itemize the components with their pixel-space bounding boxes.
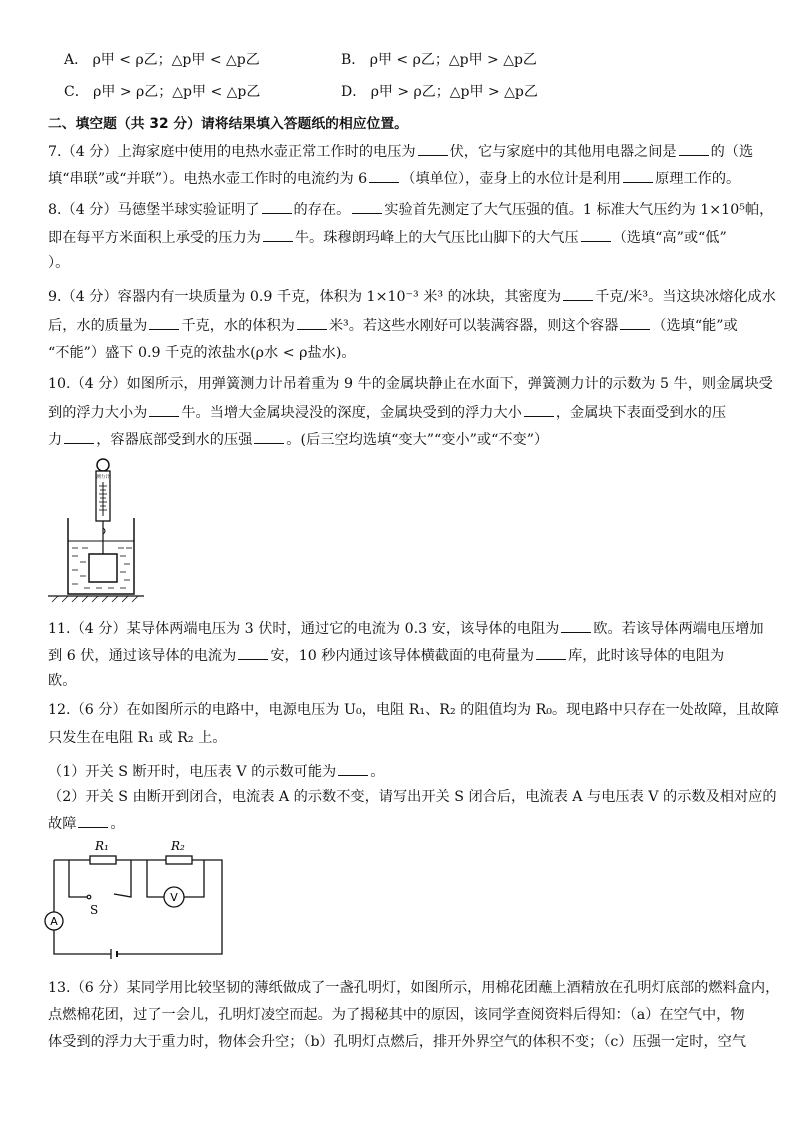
text: 填“串联”或“并联”）。电热水壶工作时的电流约为 6 [48, 171, 368, 187]
question-10-line-2 [48, 402, 726, 423]
answer-blank[interactable] [620, 315, 650, 330]
text: 力 [48, 432, 63, 448]
answer-blank[interactable] [524, 402, 554, 417]
resistor-r1-label: R₁ [95, 839, 109, 853]
question-13-line-1: 13.（6 分）某同学用比较坚韧的薄纸做成了一盏孔明灯，如图所示，用棉花团蘸上酒精放在孔明灯底部的燃料盒内， [48, 980, 780, 996]
answer-blank[interactable] [352, 199, 382, 214]
resistor-r2-label: R₂ [171, 839, 185, 853]
ammeter-label: A [50, 915, 58, 928]
answer-blank[interactable] [418, 141, 448, 156]
option-text: ρ甲 > ρ乙；△p甲 > △p乙 [370, 84, 538, 100]
question-9-line-2 [48, 315, 738, 336]
scale-label: 测力计 [96, 475, 110, 480]
answer-blank[interactable] [338, 761, 368, 776]
question-11-line-1 [48, 618, 764, 639]
answer-blank[interactable] [149, 315, 179, 330]
text: 欧。若该导体两端电压增加 [593, 621, 764, 637]
voltmeter-label: V [170, 891, 178, 904]
question-12-line-1: 12.（6 分）在如图所示的电路中，电源电压为 U₀，电阻 R₁、R₂ 的阻值均为 R₀。现电路中只存在一处故障，且故障 [48, 702, 779, 718]
text: 8.（4 分）马德堡半球实验证明了 [48, 202, 260, 218]
answer-blank[interactable] [536, 645, 566, 660]
switch-label: S [90, 903, 99, 917]
circuit-diagram [44, 836, 234, 962]
scale-ticks [99, 486, 107, 510]
text: 千克/米³。当这块冰熔化成水 [595, 289, 776, 305]
scale-ring [97, 459, 109, 471]
ground-hatch [52, 596, 138, 602]
text: 11.（4 分）某导体两端电压为 3 伏时，通过它的电流为 0.3 安，该导体的电阻为 [48, 621, 560, 637]
question-10-line-1: 10.（4 分）如图所示，用弹簧测力计吊着重为 9 牛的金属块静止在水面下，弹簧测力计的示数为 5 牛，则金属块受 [48, 376, 773, 392]
question-12-part-2-line-2 [48, 813, 125, 834]
answer-blank[interactable] [369, 168, 399, 183]
text: （选填“能”或 [652, 318, 738, 334]
option-text: ρ甲 < ρ乙；△p甲 > △p乙 [369, 52, 537, 68]
option-a [64, 50, 260, 70]
answer-blank[interactable] [238, 645, 268, 660]
question-7-line-2 [48, 168, 740, 189]
text: ，金属块下表面受到水的压 [555, 405, 727, 421]
answer-blank[interactable] [561, 618, 591, 633]
text: 米³。若这些水刚好可以装满容器，则这个容器 [328, 318, 619, 334]
text: 7.（4 分）上海家庭中使用的电热水壶正常工作时的电压为 [48, 144, 416, 160]
question-13-line-2: 点燃棉花团，过了一会儿，孔明灯凌空而起。为了揭秘其中的原因，该同学查阅资料后得知：（a）在空气中，物 [48, 1007, 745, 1023]
question-9-line-3: “不能”）盛下 0.9 千克的浓盐水(ρ水 < ρ盐水)。 [48, 345, 356, 361]
answer-blank[interactable] [78, 813, 108, 828]
question-9-line-1 [48, 286, 776, 307]
answer-blank[interactable] [679, 141, 709, 156]
question-12-part-1 [48, 761, 384, 782]
question-8-line-3: ）。 [48, 255, 70, 271]
option-d [341, 82, 538, 102]
question-7-line-1 [48, 141, 753, 162]
text: 库，此时该导体的电阻为 [568, 648, 725, 664]
answer-blank[interactable] [623, 168, 653, 183]
resistor-r1 [90, 856, 116, 864]
text: 牛。珠穆朗玛峰上的大气压比山脚下的大气压 [294, 230, 579, 246]
text: 实验首先测定了大气压强的值。1 标准大气压约为 1×10⁵帕， [384, 202, 774, 218]
text: 。 [110, 816, 125, 832]
switch-contact [87, 895, 91, 899]
answer-blank[interactable] [563, 286, 593, 301]
text: 安，10 秒内通过该导体横截面的电荷量为 [270, 648, 535, 664]
question-8-line-1 [48, 199, 773, 220]
text: 后，水的质量为 [48, 318, 148, 334]
resistor-r2 [166, 856, 192, 864]
text: （选填“高”或“低” [612, 230, 727, 246]
question-12-part-2-line-1: （2）开关 S 由断开到闭合，电流表 A 的示数不变，请写出开关 S 闭合后，电流表 A 与电压表 V 的示数及相对应的 [48, 789, 777, 805]
option-letter: C． [64, 84, 89, 100]
section-heading: 二、填空题（共 32 分）请将结果填入答题纸的相应位置。 [48, 116, 408, 132]
circuit-wires [54, 860, 222, 954]
text: 故障 [48, 816, 77, 832]
question-8-line-2 [48, 227, 727, 248]
text: 。 [370, 764, 385, 780]
text: ，容器底部受到水的压强 [96, 432, 253, 448]
option-letter: D． [341, 84, 367, 100]
question-13-line-3: 体受到的浮力大于重力时，物体会升空；（b）孔明灯点燃后，排开外界空气的体积不变；（c）压强一定时，空气 [48, 1034, 747, 1050]
metal-block [89, 554, 117, 582]
text: 到 6 伏，通过该导体的电流为 [48, 648, 237, 664]
question-10-line-3 [48, 429, 548, 450]
question-12-line-2: 只发生在电阻 R₁ 或 R₂ 上。 [48, 730, 227, 746]
text: 千克，水的体积为 [181, 318, 295, 334]
text: 的存在。 [293, 202, 351, 218]
answer-blank[interactable] [581, 227, 611, 242]
answer-blank[interactable] [149, 402, 179, 417]
question-11-line-3: 欧。 [48, 673, 77, 689]
option-text: ρ甲 > ρ乙；△p甲 < △p乙 [93, 84, 261, 100]
question-11-line-2 [48, 645, 724, 666]
option-letter: A． [64, 52, 89, 68]
text: 即在每平方米面积上承受的压力为 [48, 230, 261, 246]
answer-blank[interactable] [262, 199, 292, 214]
text: 伏，它与家庭中的其他用电器之间是 [449, 144, 677, 160]
spring-scale-figure [44, 456, 148, 604]
text: 的（选 [710, 144, 754, 160]
text: 牛。当增大金属块浸没的深度，金属块受到的浮力大小 [181, 405, 522, 421]
text: 到的浮力大小为 [48, 405, 148, 421]
option-c [64, 82, 260, 102]
answer-blank[interactable] [64, 429, 94, 444]
text: （1）开关 S 断开时，电压表 V 的示数可能为 [48, 764, 337, 780]
answer-blank[interactable] [263, 227, 293, 242]
option-b [341, 50, 537, 70]
text: 。(后三空均选填“变大”“变小”或“不变”） [286, 432, 549, 448]
option-letter: B． [341, 52, 366, 68]
option-text: ρ甲 < ρ乙；△p甲 < △p乙 [92, 52, 260, 68]
answer-blank[interactable] [254, 429, 284, 444]
answer-blank[interactable] [297, 315, 327, 330]
text: 原理工作的。 [655, 171, 741, 187]
text: （填单位），壶身上的水位计是利用 [401, 171, 622, 187]
text: 9.（4 分）容器内有一块质量为 0.9 千克，体积为 1×10⁻³ 米³ 的冰块，其密度为 [48, 289, 562, 305]
